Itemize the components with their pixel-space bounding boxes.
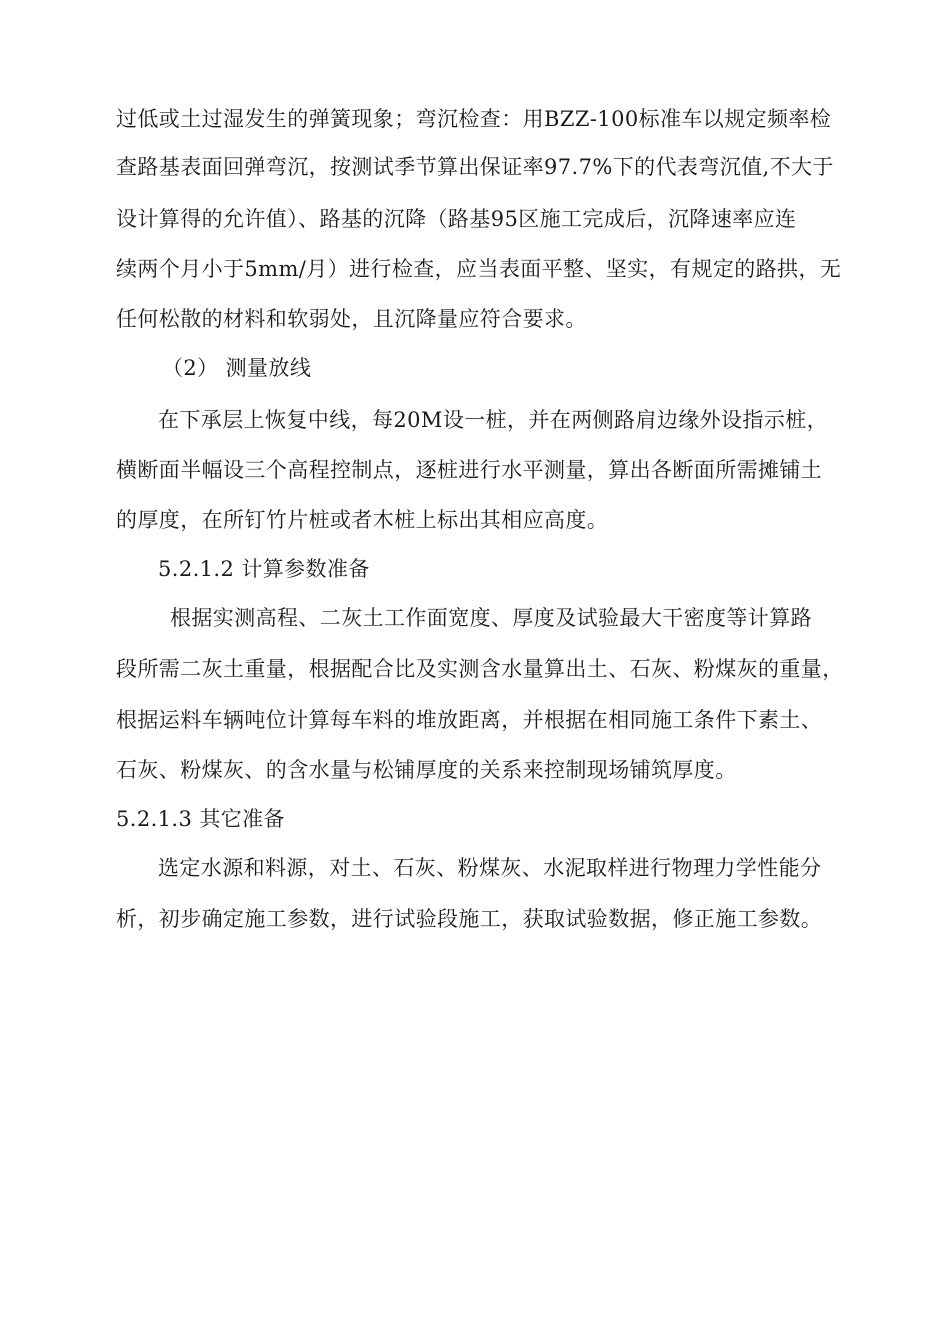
paragraph-line: 查路基表面回弹弯沉，按测试季节算出保证率97.7%下的代表弯沉值,不大于 — [116, 155, 834, 179]
section-heading: 5.2.1.2 计算参数准备 — [158, 557, 370, 581]
paragraph-line: 石灰、粉煤灰、的含水量与松铺厚度的关系来控制现场铺筑厚度。 — [116, 758, 737, 782]
section-heading: 5.2.1.3 其它准备 — [116, 807, 285, 831]
section-heading: （2） 测量放线 — [162, 356, 312, 380]
paragraph-line: 根据运料车辆吨位计算每车料的堆放距离，并根据在相同施工条件下素土、 — [116, 708, 823, 732]
paragraph-line: 续两个月小于5mm/月）进行检查，应当表面平整、坚实，有规定的路拱，无 — [116, 257, 842, 281]
paragraph-line: 根据实测高程、二灰土工作面宽度、厚度及试验最大干密度等计算路 — [170, 606, 812, 630]
paragraph-line: 段所需二灰土重量，根据配合比及实测含水量算出土、石灰、粉煤灰的重量， — [116, 657, 844, 681]
paragraph-line: 设计算得的允许值）、路基的沉降（路基95区施工完成后，沉降速率应连 — [116, 207, 797, 231]
paragraph-line: 析，初步确定施工参数，进行试验段施工，获取试验数据，修正施工参数。 — [116, 907, 823, 931]
paragraph-line: 过低或土过湿发生的弹簧现象；弯沉检查：用BZZ-100标准车以规定频率检 — [116, 107, 832, 131]
paragraph-line: 的厚度，在所钉竹片桩或者木桩上标出其相应高度。 — [116, 508, 609, 532]
paragraph-line: 选定水源和料源，对土、石灰、粉煤灰、水泥取样进行物理力学性能分 — [158, 856, 822, 880]
paragraph-line: 任何松散的材料和软弱处，且沉降量应符合要求。 — [116, 307, 587, 331]
paragraph-line: 横断面半幅设三个高程控制点，逐桩进行水平测量，算出各断面所需摊铺土 — [116, 458, 823, 482]
paragraph-line: 在下承层上恢复中线，每20M设一桩，并在两侧路肩边缘外设指示桩， — [158, 408, 829, 432]
